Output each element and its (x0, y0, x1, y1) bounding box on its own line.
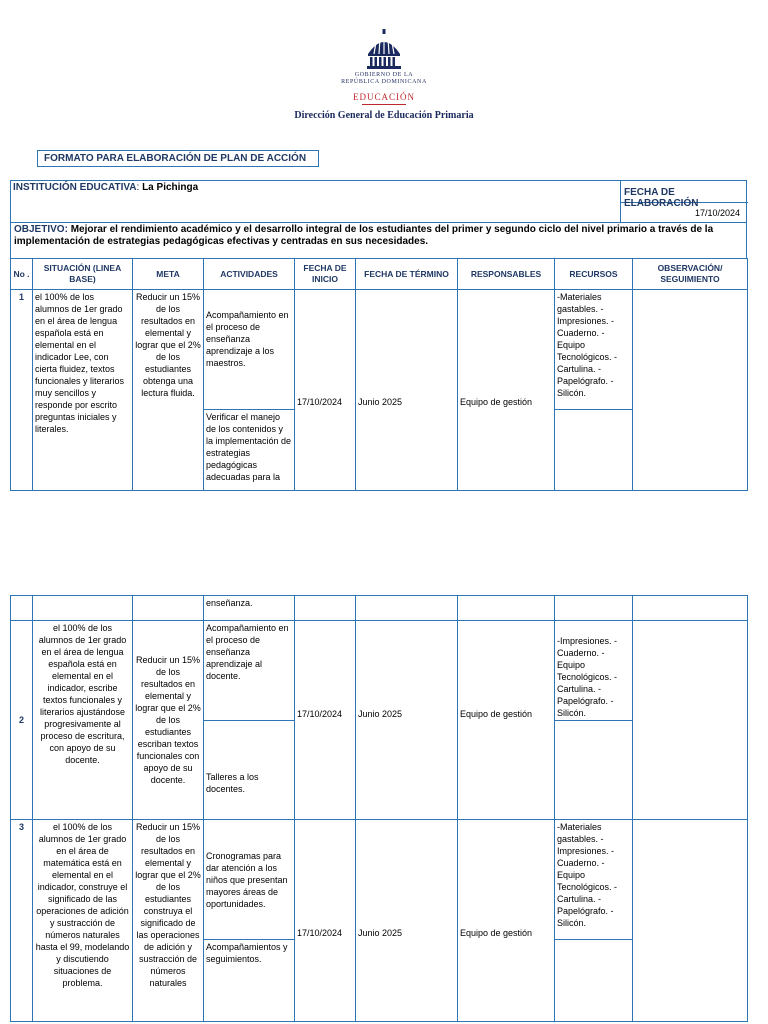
situacion-cell: el 100% de los alumnos de 1er grado en el área de lengua española está en elemental en el indicador, escribe textos funcionales y literarios ajustándose progresivamente al proceso de escritura, con apoyo de su docente. (33, 621, 133, 820)
fecha-inicio-cell-empty (295, 596, 356, 621)
objetivo-label: OBJETIVO: (14, 224, 68, 235)
fecha-elaboracion-value: 17/10/2024 (694, 208, 740, 218)
objetivo-box (10, 222, 747, 259)
actividad-cell: Cronogramas para dar atención a los niños que presentan mayores áreas de oportunidades. (204, 820, 295, 940)
institution-label: INSTITUCIÓN EDUCATIVA (13, 182, 137, 193)
recursos-cell-empty (555, 940, 633, 1022)
responsables-cell: Equipo de gestión (458, 820, 555, 1022)
actividad-cell: Acompañamientos y seguimientos. (204, 940, 295, 1022)
recursos-cell-empty (555, 410, 633, 491)
table-row (11, 290, 748, 410)
col-header-no: No . (11, 259, 33, 290)
responsables-cell: Equipo de gestión (458, 621, 555, 820)
col-header-observacion: OBSERVACIÓN/ SEGUIMIENTO (633, 259, 748, 290)
col-header-fecha-inicio: FECHA DE INICIO (295, 259, 356, 290)
col-header-actividades: ACTIVIDADES (204, 259, 295, 290)
recursos-cell-empty (555, 596, 633, 621)
observacion-cell (633, 621, 748, 820)
fecha-elaboracion-label: FECHA DE ELABORACIÓN (621, 181, 748, 203)
table-row (11, 820, 748, 940)
observacion-cell (633, 596, 748, 621)
row-number: 2 (11, 621, 33, 820)
fecha-elaboracion-box (620, 181, 748, 223)
recursos-cell-empty (555, 721, 633, 820)
row-number-empty (11, 596, 33, 621)
table-row (11, 596, 748, 621)
situacion-cell-empty (33, 596, 133, 621)
situacion-cell: el 100% de los alumnos de 1er grado en el área de matemática está en elemental en el indicador, construye el significado de las operaciones de adición y sustracción de números naturales hasta el 99, modelando y discutiendo situaciones de problema. (33, 820, 133, 1022)
meta-cell: Reducir un 15% de los resultados en elemental y lograr que el 2% de los estudiantes obtenga una lectura fluida. (133, 290, 204, 491)
actividad-cell: enseñanza. (204, 596, 295, 621)
institution-info-box (10, 180, 747, 223)
responsables-cell-empty (458, 596, 555, 621)
recursos-cell: -Materiales gastables. -Impresiones. -Cuaderno. -Equipo Tecnológicos. -Cartulina. -Papelógrafo. -Silicón. (555, 820, 633, 940)
situacion-cell: el 100% de los alumnos de 1er grado en el área de lengua española está en elemental en el indicador Lee, con cierta fluidez, textos funcionales y literarios muy sencillos y responde por escrito preguntas iniciales y literales. (33, 290, 133, 491)
col-header-fecha-termino: FECHA DE TÉRMINO (356, 259, 458, 290)
col-header-meta: META (133, 259, 204, 290)
table-header-row (11, 259, 748, 290)
col-header-recursos: RECURSOS (555, 259, 633, 290)
fecha-termino-cell-empty (356, 596, 458, 621)
government-seal-icon (362, 28, 406, 72)
actividad-cell: Verificar el manejo de los contenidos y la implementación de estrategias pedagógicas adecuadas para la (204, 410, 295, 491)
fecha-termino-cell: Junio 2025 (356, 820, 458, 1022)
educacion-label: EDUCACIÓN (353, 92, 415, 102)
republica-label: REPÚBLICA DOMINICANA (341, 79, 427, 85)
institution-line: INSTITUCIÓN EDUCATIVA: La Pichinga (13, 182, 199, 193)
col-header-responsables: RESPONSABLES (458, 259, 555, 290)
fecha-termino-cell: Junio 2025 (356, 290, 458, 491)
fecha-termino-cell: Junio 2025 (356, 621, 458, 820)
formato-title: FORMATO PARA ELABORACIÓN DE PLAN DE ACCIÓN (37, 150, 319, 167)
observacion-cell (633, 820, 748, 1022)
institution-value: La Pichinga (142, 182, 199, 193)
col-header-situacion: SITUACIÓN (LINEA BASE) (33, 259, 133, 290)
observacion-cell (633, 290, 748, 491)
recursos-cell: -Impresiones. -Cuaderno. -Equipo Tecnológicos. -Cartulina. -Papelógrafo. -Silicón. (555, 621, 633, 721)
fecha-inicio-cell: 17/10/2024 (295, 820, 356, 1022)
fecha-inicio-cell: 17/10/2024 (295, 290, 356, 491)
actividad-cell: Acompañamiento en el proceso de enseñanza aprendizaje al docente. (204, 621, 295, 721)
objetivo-text: Mejorar el rendimiento académico y el desarrollo integral de los estudiantes del primer y segundo ciclo del nivel primario a través de la implementación de estrategias pedagógicas efectivas y centradas en sus necesidades. (14, 224, 714, 247)
responsables-cell: Equipo de gestión (458, 290, 555, 491)
meta-cell: Reducir un 15% de los resultados en elemental y lograr que el 2% de los estudiantes escriban textos funcionales con apoyo de su docente. (133, 621, 204, 820)
meta-cell: Reducir un 15% de los resultados en elemental y lograr que el 2% de los estudiantes construya el significado de las operaciones de adición y sustracción de números naturales (133, 820, 204, 1022)
table-row (11, 621, 748, 721)
educacion-underline (362, 104, 406, 105)
row-number: 1 (11, 290, 33, 491)
actividad-cell: Talleres a los docentes. (204, 721, 295, 820)
direccion-title: Dirección General de Educación Primaria (294, 110, 474, 121)
plan-table-continued (10, 595, 748, 1022)
plan-table (10, 258, 748, 491)
gobierno-label: GOBIERNO DE LA (354, 72, 414, 78)
recursos-cell: -Materiales gastables. -Impresiones. -Cuaderno. -Equipo Tecnológicos. -Cartulina. -Papelógrafo. -Silicón. (555, 290, 633, 410)
actividad-cell: Acompañamiento en el proceso de enseñanza aprendizaje a los maestros. (204, 290, 295, 410)
fecha-inicio-cell: 17/10/2024 (295, 621, 356, 820)
meta-cell-empty (133, 596, 204, 621)
row-number: 3 (11, 820, 33, 1022)
document-header (0, 28, 768, 121)
